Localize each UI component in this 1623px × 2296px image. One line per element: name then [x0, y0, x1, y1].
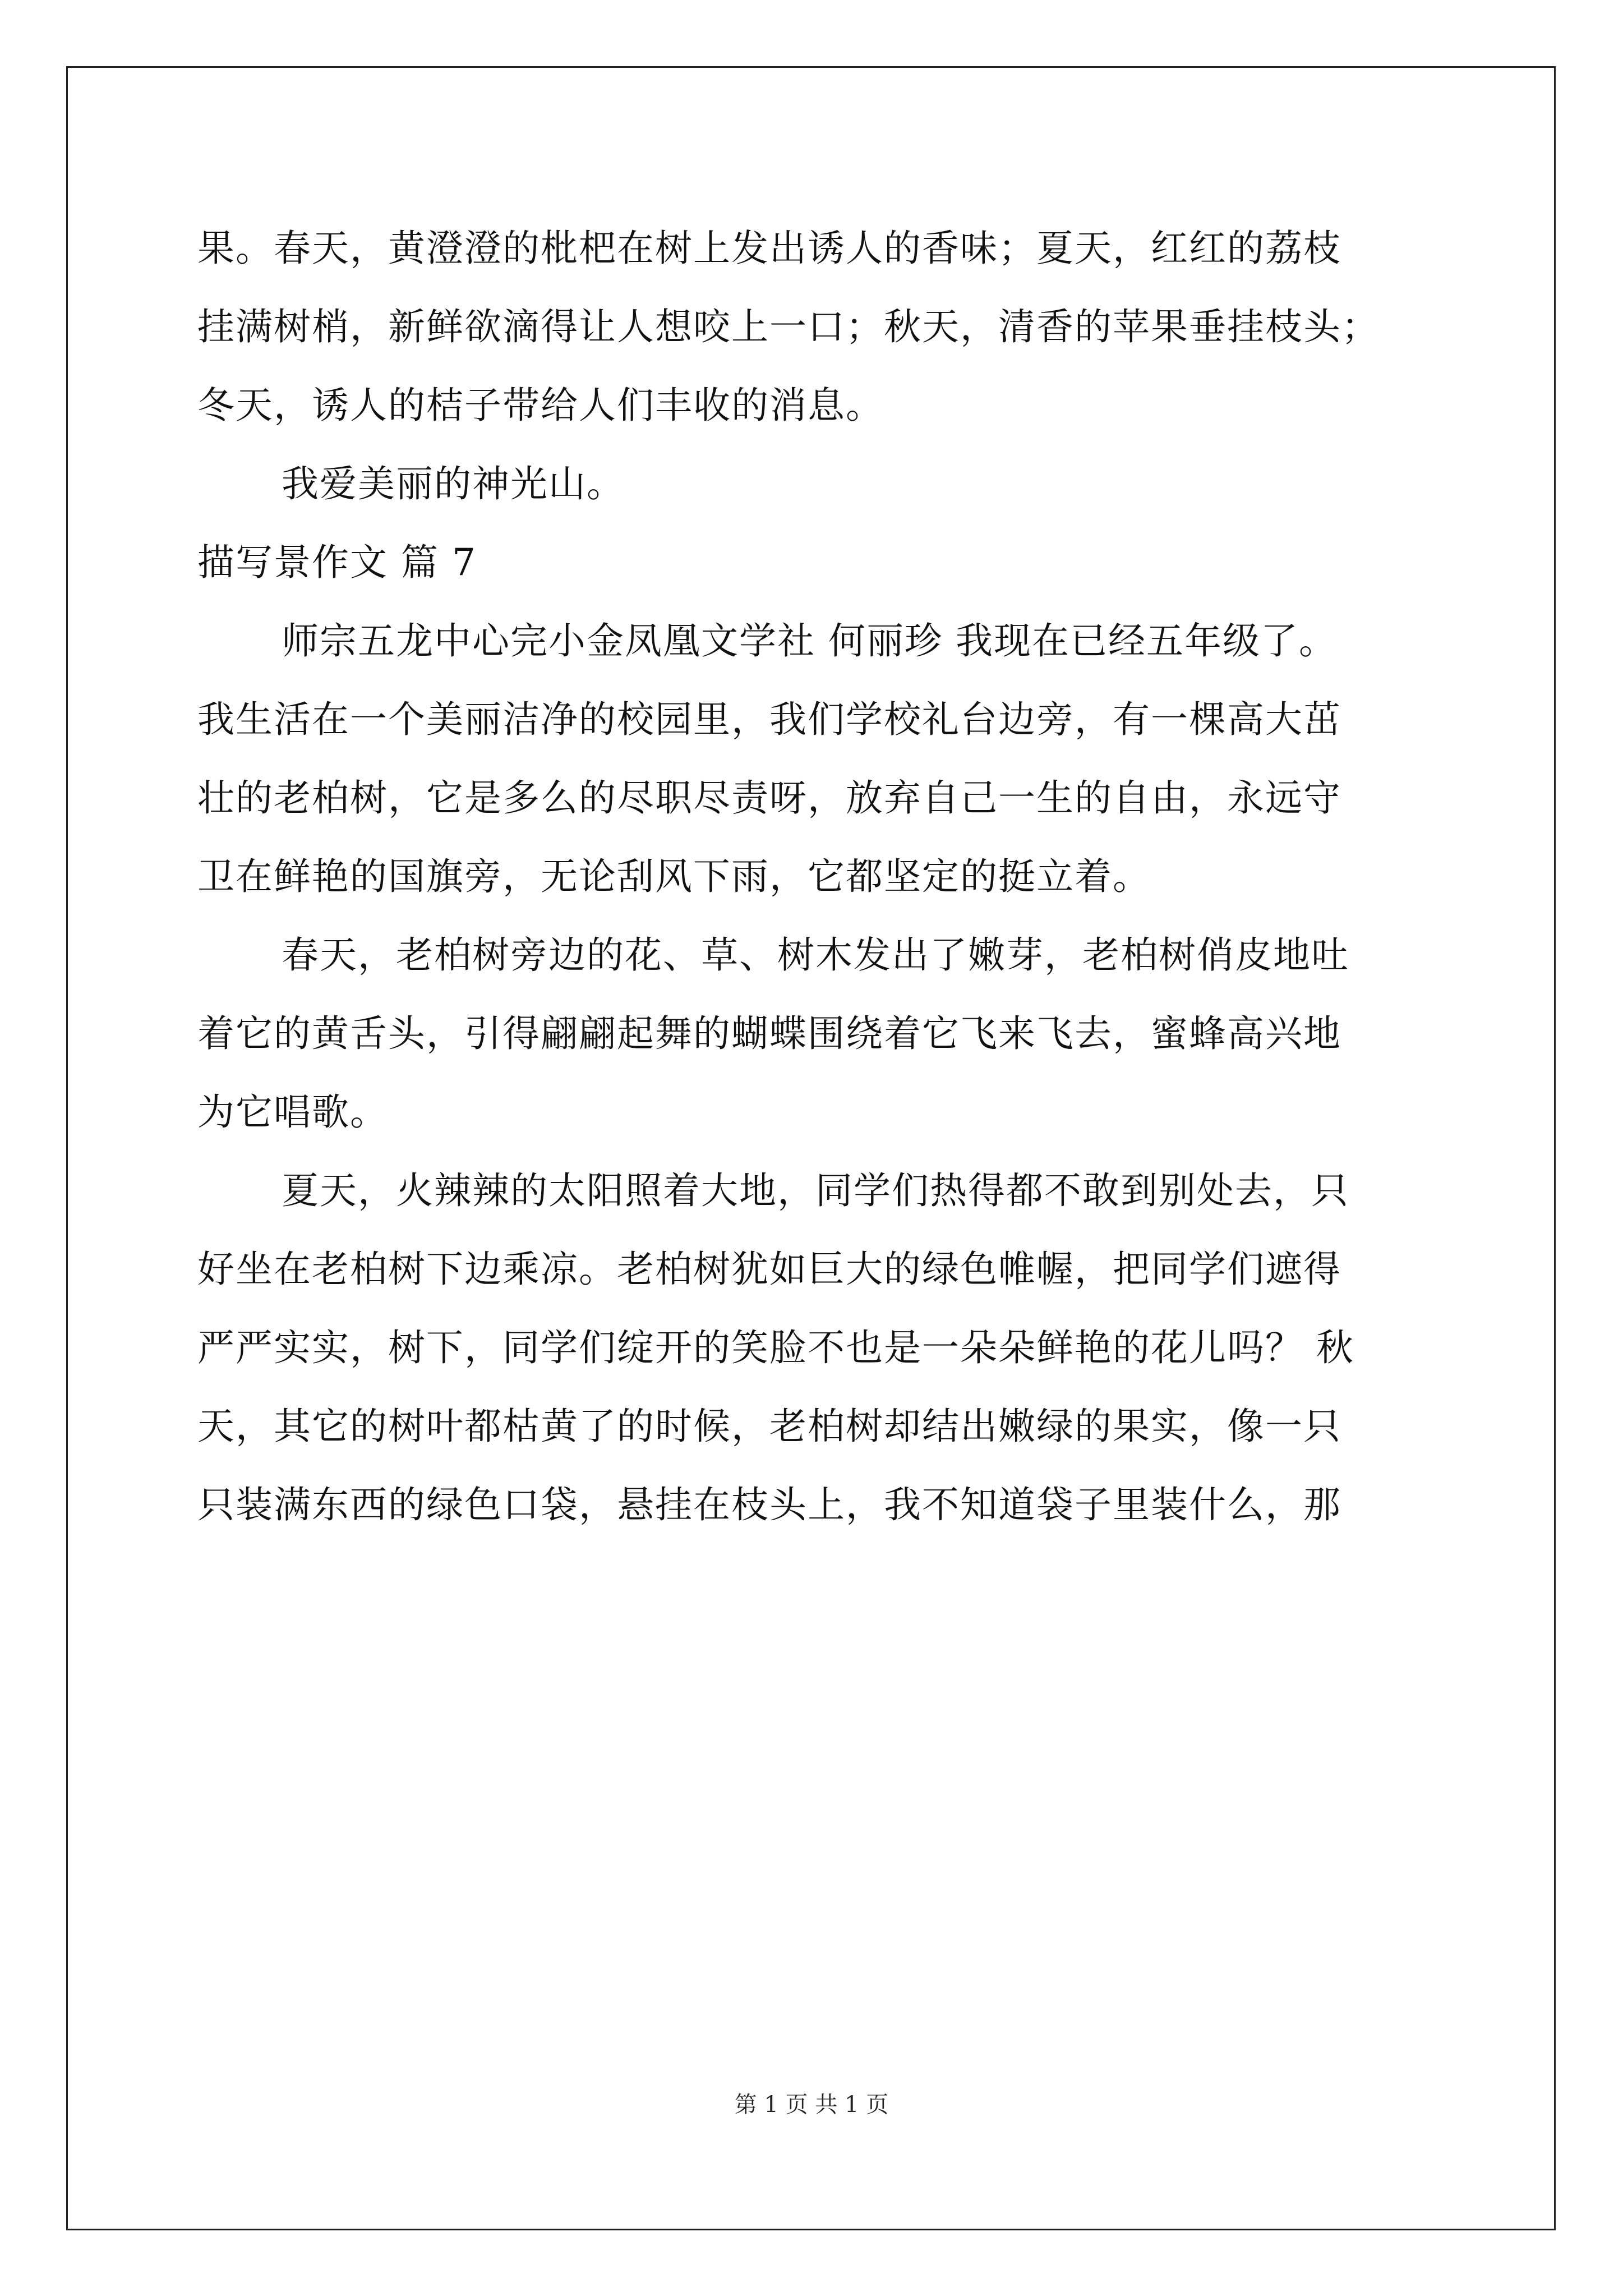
paragraph-line: 夏天，火辣辣的太阳照着大地，同学们热得都不敢到别处去，只 — [282, 1169, 1349, 1212]
paragraph-line: 好坐在老柏树下边乘凉。老柏树犹如巨大的绿色帷幄，把同学们遮得 — [197, 1248, 1341, 1291]
paragraph-line: 只装满东西的绿色口袋，悬挂在枝头上，我不知道袋子里装什么，那 — [197, 1483, 1341, 1526]
paragraph-line: 天，其它的树叶都枯黄了的时候，老柏树却结出嫩绿的果实，像一只 — [197, 1405, 1341, 1448]
page-footer: 第 1 页 共 1 页 — [734, 2092, 889, 2118]
paragraph-line: 我生活在一个美丽洁净的校园里，我们学校礼台边旁，有一棵高大茁 — [197, 698, 1341, 741]
paragraph-line: 师宗五龙中心完小金凤凰文学社 何丽珍 我现在已经五年级了。 — [282, 619, 1337, 662]
paragraph-line: 我爱美丽的神光山。 — [282, 462, 625, 505]
paragraph-line: 为它唱歌。 — [197, 1091, 388, 1134]
paragraph-line: 着它的黄舌头，引得翩翩起舞的蝴蝶围绕着它飞来飞去，蜜蜂高兴地 — [197, 1012, 1341, 1055]
paragraph-line: 壮的老柏树，它是多么的尽职尽责呀，放弃自己一生的自由，永远守 — [197, 776, 1341, 820]
paragraph-line: 严严实实，树下，同学们绽开的笑脸不也是一朵朵鲜艳的花儿吗？ 秋 — [197, 1326, 1354, 1369]
section-heading: 描写景作文 篇 7 — [197, 541, 477, 584]
paragraph-line: 果。春天，黄澄澄的枇杷在树上发出诱人的香味；夏天，红红的荔枝 — [197, 227, 1341, 270]
paragraph-line: 挂满树梢，新鲜欲滴得让人想咬上一口；秋天，清香的苹果垂挂枝头； — [197, 305, 1380, 348]
paragraph-line: 春天，老柏树旁边的花、草、树木发出了嫩芽，老柏树俏皮地吐 — [282, 933, 1349, 977]
paragraph-line: 卫在鲜艳的国旗旁，无论刮风下雨，它都坚定的挺立着。 — [197, 855, 1151, 898]
paragraph-line: 冬天，诱人的桔子带给人们丰收的消息。 — [197, 384, 884, 427]
